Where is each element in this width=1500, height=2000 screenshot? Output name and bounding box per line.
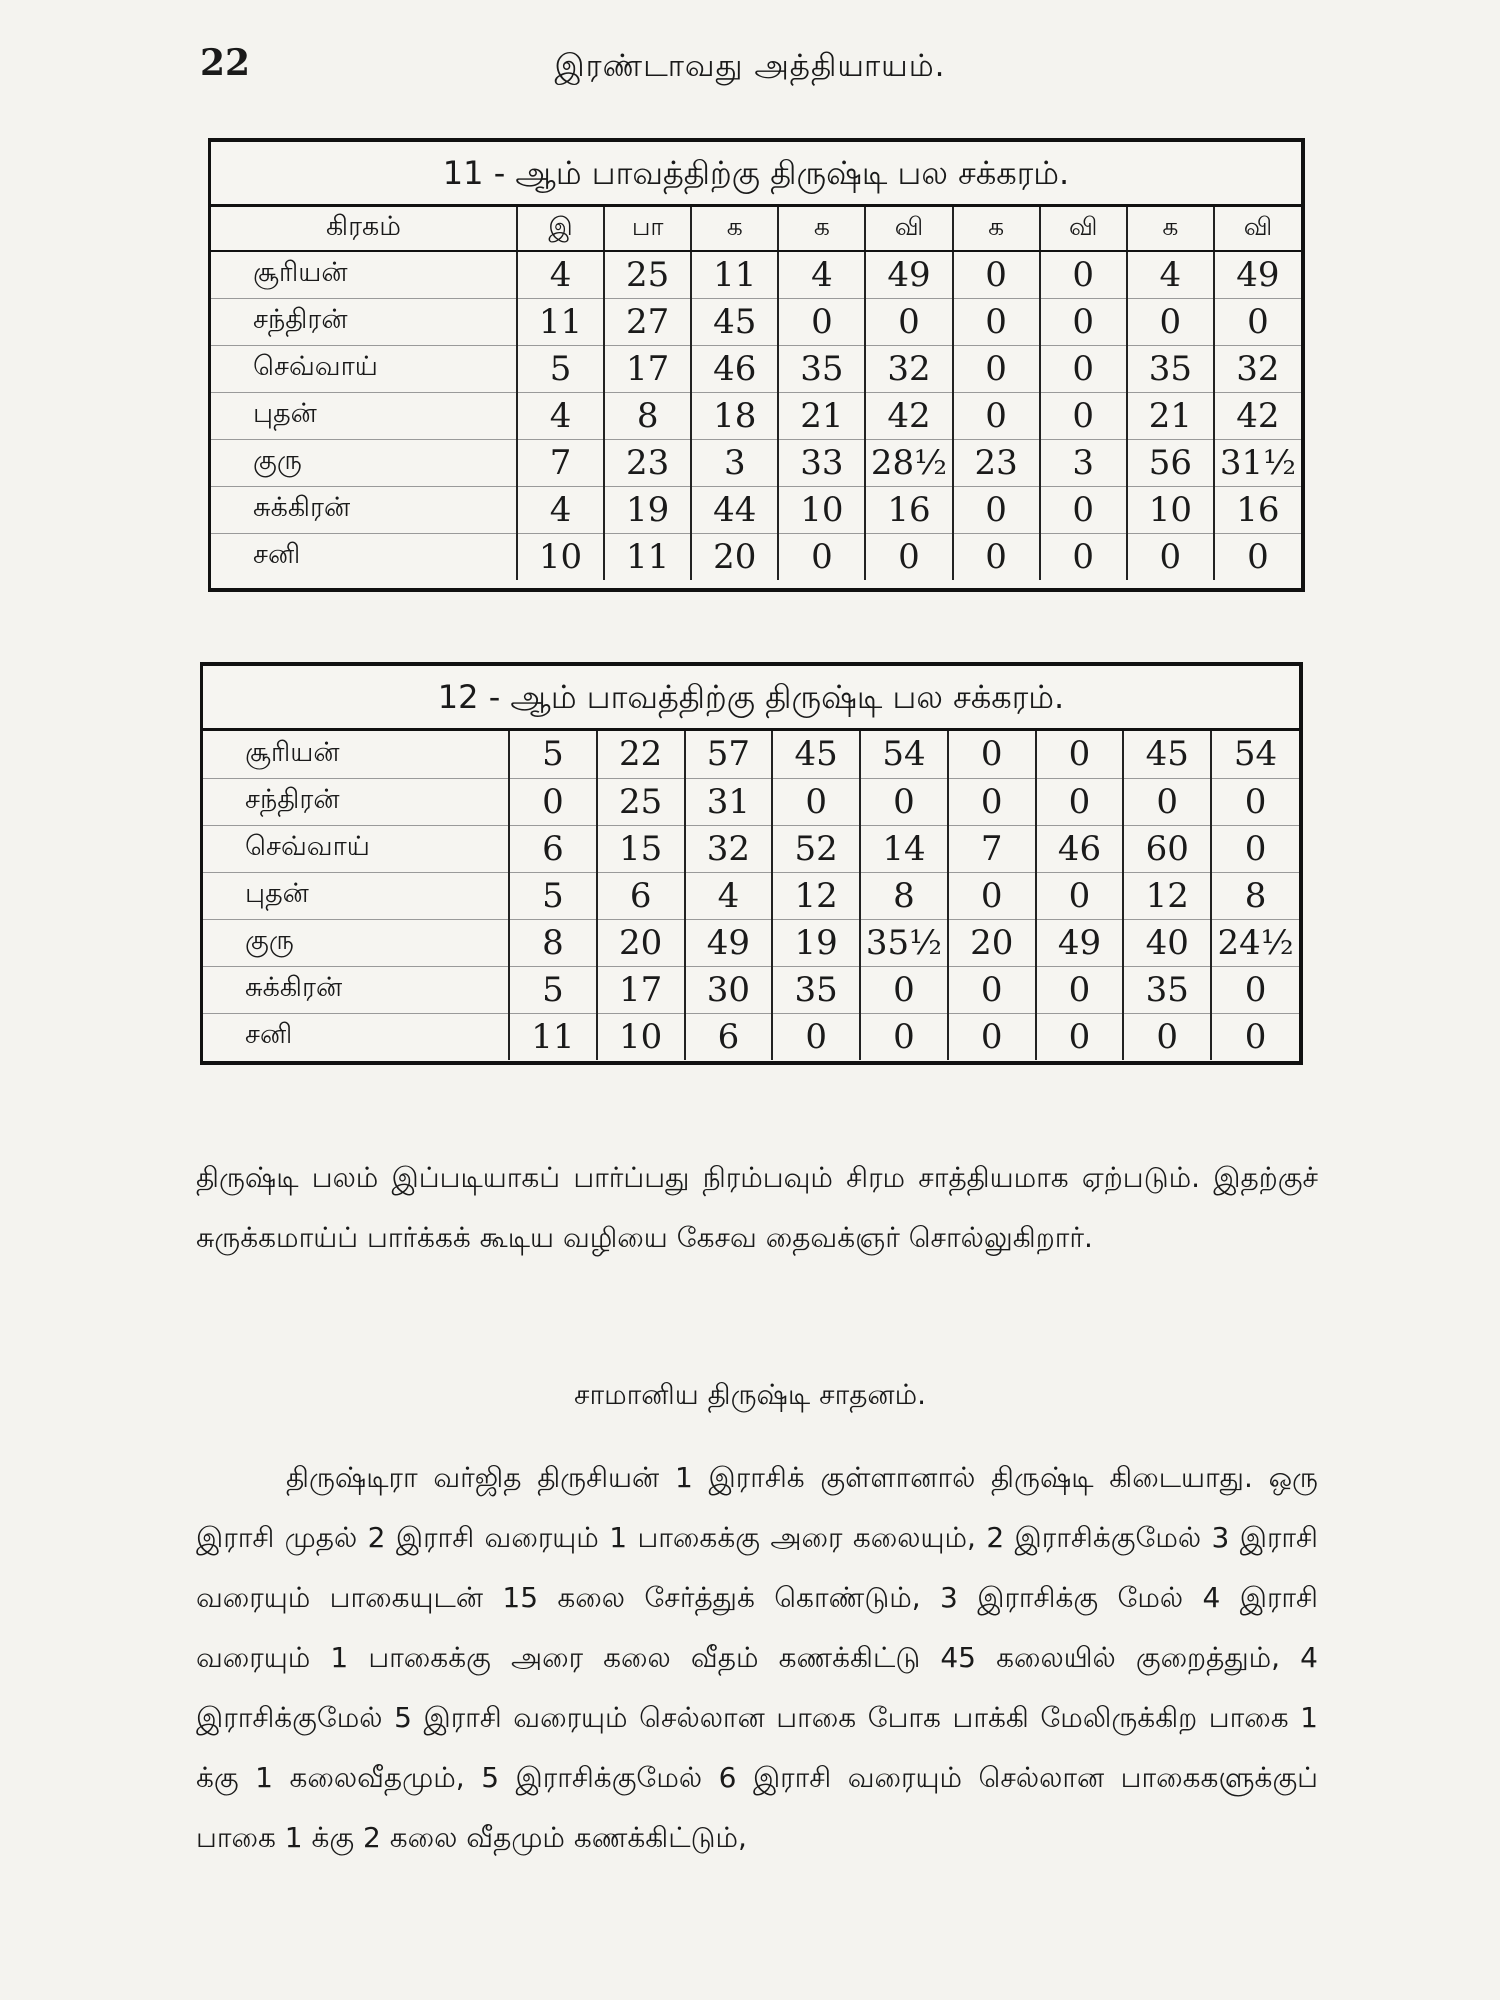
table-cell: 31½ — [1214, 439, 1301, 486]
table-cell: 0 — [1211, 778, 1299, 825]
table-cell: 11 — [604, 533, 691, 580]
planet-name: குரு — [203, 919, 509, 966]
table-cell: 0 — [1036, 1013, 1124, 1060]
table-cell: 42 — [865, 392, 952, 439]
table-row — [203, 731, 1299, 778]
table-cell: 45 — [1123, 731, 1211, 778]
table-cell: 11 — [509, 1013, 597, 1060]
table-cell: 54 — [860, 731, 948, 778]
table-11-grid — [211, 207, 1301, 580]
table-cell: 25 — [604, 251, 691, 298]
table-cell: 24½ — [1211, 919, 1299, 966]
table-cell: 4 — [1127, 251, 1214, 298]
planet-name: சூரியன் — [203, 731, 509, 778]
table-cell: 3 — [691, 439, 778, 486]
table-cell: 0 — [948, 778, 1036, 825]
table-cell: 0 — [1040, 251, 1127, 298]
table-cell: 11 — [691, 251, 778, 298]
table-row — [203, 1013, 1299, 1060]
table-cell: 60 — [1123, 825, 1211, 872]
table-cell: 0 — [1036, 731, 1124, 778]
table-cell: 0 — [1036, 778, 1124, 825]
table-cell: 4 — [685, 872, 773, 919]
table-cell: 5 — [517, 345, 604, 392]
table-cell: 8 — [860, 872, 948, 919]
column-header: பா — [604, 207, 691, 251]
table-row — [203, 966, 1299, 1013]
table-cell: 14 — [860, 825, 948, 872]
column-header: வி — [865, 207, 952, 251]
table-cell: 0 — [860, 966, 948, 1013]
table-cell: 22 — [597, 731, 685, 778]
table-cell: 0 — [1040, 392, 1127, 439]
table-row — [203, 919, 1299, 966]
table-cell: 4 — [517, 392, 604, 439]
table-cell: 10 — [778, 486, 865, 533]
column-header: க — [778, 207, 865, 251]
table-cell: 18 — [691, 392, 778, 439]
column-header: இ — [517, 207, 604, 251]
planet-name: சந்திரன் — [211, 298, 517, 345]
table-cell: 0 — [1040, 345, 1127, 392]
table-cell: 33 — [778, 439, 865, 486]
chakra-table-12 — [200, 662, 1303, 1065]
table-cell: 0 — [953, 392, 1040, 439]
table-cell: 0 — [865, 298, 952, 345]
table-cell: 0 — [1036, 872, 1124, 919]
planet-name: செவ்வாய் — [203, 825, 509, 872]
planet-name: சுக்கிரன் — [211, 486, 517, 533]
table-cell: 45 — [772, 731, 860, 778]
table-cell: 31 — [685, 778, 773, 825]
table-cell: 5 — [509, 872, 597, 919]
table-cell: 16 — [865, 486, 952, 533]
table-cell: 8 — [509, 919, 597, 966]
table-cell: 45 — [691, 298, 778, 345]
table-cell: 0 — [860, 1013, 948, 1060]
column-header: க — [1127, 207, 1214, 251]
table-cell: 0 — [948, 966, 1036, 1013]
chakra-table-11 — [208, 138, 1305, 592]
table-cell: 6 — [509, 825, 597, 872]
column-header: க — [953, 207, 1040, 251]
table-cell: 21 — [1127, 392, 1214, 439]
table-cell: 4 — [517, 486, 604, 533]
table-cell: 0 — [778, 533, 865, 580]
table-cell: 0 — [865, 533, 952, 580]
table-cell: 12 — [772, 872, 860, 919]
table-cell: 23 — [604, 439, 691, 486]
table-cell: 0 — [953, 251, 1040, 298]
planet-name: சனி — [253, 539, 301, 571]
table-cell: 0 — [1214, 298, 1301, 345]
table-cell: 20 — [948, 919, 1036, 966]
table-title: 11 - ஆம் பாவத்திற்கு திருஷ்டி பல சக்கரம். — [211, 142, 1301, 207]
table-row — [203, 872, 1299, 919]
table-cell: 0 — [1211, 825, 1299, 872]
table-cell: 49 — [1214, 251, 1301, 298]
table-cell: 0 — [1040, 486, 1127, 533]
table-cell: 0 — [1040, 298, 1127, 345]
table-cell: 0 — [1211, 1013, 1299, 1060]
table-row — [211, 251, 1301, 298]
table-cell: 10 — [597, 1013, 685, 1060]
table-cell: 0 — [953, 345, 1040, 392]
table-cell: 28½ — [865, 439, 952, 486]
table-cell: 12 — [1123, 872, 1211, 919]
table-cell: 42 — [1214, 392, 1301, 439]
table-cell: 56 — [1127, 439, 1214, 486]
table-cell: 40 — [1123, 919, 1211, 966]
table-cell: 19 — [772, 919, 860, 966]
table-cell: 32 — [685, 825, 773, 872]
table-cell: 46 — [691, 345, 778, 392]
planet-name: சூரியன் — [211, 251, 517, 298]
running-head: இரண்டாவது அத்தியாயம். — [554, 48, 946, 84]
table-cell: 0 — [948, 731, 1036, 778]
table-cell: 8 — [1211, 872, 1299, 919]
table-title: 12 - ஆம் பாவத்திற்கு திருஷ்டி பல சக்கரம். — [203, 666, 1299, 731]
table-cell: 15 — [597, 825, 685, 872]
table-cell: 0 — [953, 298, 1040, 345]
page-number: 22 — [200, 42, 251, 84]
table-cell: 27 — [604, 298, 691, 345]
planet-name: புதன் — [211, 392, 517, 439]
table-cell: 35 — [1123, 966, 1211, 1013]
table-12-grid — [203, 731, 1299, 1060]
table-row — [203, 778, 1299, 825]
table-cell: 35 — [778, 345, 865, 392]
table-cell: 4 — [517, 251, 604, 298]
table-cell: 0 — [1123, 1013, 1211, 1060]
column-header: க — [691, 207, 778, 251]
table-cell: 23 — [953, 439, 1040, 486]
planet-name: குரு — [211, 439, 517, 486]
table-cell: 0 — [860, 778, 948, 825]
table-cell: 8 — [604, 392, 691, 439]
planet-name: சுக்கிரன் — [203, 966, 509, 1013]
table-cell: 32 — [865, 345, 952, 392]
table-cell: 32 — [1214, 345, 1301, 392]
table-cell: 35 — [1127, 345, 1214, 392]
table-row — [203, 825, 1299, 872]
table-cell: 49 — [1036, 919, 1124, 966]
table-cell: 0 — [778, 298, 865, 345]
table-cell: 57 — [685, 731, 773, 778]
table-cell: 0 — [772, 1013, 860, 1060]
table-cell: 6 — [685, 1013, 773, 1060]
planet-name: சந்திரன் — [203, 778, 509, 825]
table-cell: 21 — [778, 392, 865, 439]
table-cell: 5 — [509, 731, 597, 778]
table-cell: 7 — [948, 825, 1036, 872]
table-cell: 0 — [1123, 778, 1211, 825]
table-cell: 5 — [509, 966, 597, 1013]
table-cell: 16 — [1214, 486, 1301, 533]
table-row — [211, 392, 1301, 439]
table-header-row — [211, 207, 1301, 251]
table-cell: 46 — [1036, 825, 1124, 872]
table-cell: 20 — [691, 533, 778, 580]
table-cell: 25 — [597, 778, 685, 825]
table-row — [211, 439, 1301, 486]
table-cell: 0 — [1211, 966, 1299, 1013]
table-cell: 17 — [604, 345, 691, 392]
table-cell: 4 — [778, 251, 865, 298]
table-cell: 52 — [772, 825, 860, 872]
table-cell: 10 — [517, 533, 604, 580]
table-cell: 0 — [948, 1013, 1036, 1060]
table-cell: 49 — [685, 919, 773, 966]
table-cell: 19 — [604, 486, 691, 533]
table-cell: 0 — [509, 778, 597, 825]
table-cell: 0 — [1036, 966, 1124, 1013]
table-cell: 30 — [685, 966, 773, 1013]
table-cell: 20 — [597, 919, 685, 966]
column-header: கிரகம் — [211, 207, 517, 251]
table-cell: 35 — [772, 966, 860, 1013]
table-cell: 0 — [1127, 533, 1214, 580]
planet-name: புதன் — [203, 872, 509, 919]
table-cell: 49 — [865, 251, 952, 298]
table-cell: 6 — [597, 872, 685, 919]
paragraph: திருஷ்டிரா வர்ஜித திருசியன் 1 இராசிக் குள்ளானால் திருஷ்டி கிடையாது. ஒரு இராசி முதல் 2 இராசி வரையும் 1 பாகைக்கு அரை கலையும், 2 இராசிக்குமேல் 3 இராசி வரையும் பாகையுடன் 15 கலை சேர்த்துக் கொண்டும், 3 இராசிக்கு மேல் 4 இராசி வரையும் 1 பாகைக்கு அரை கலை வீதம் கணக்கிட்டு 45 கலையில் குறைத்தும், 4 இராசிக்குமேல் 5 இராசி வரையும் செல்லான பாகை போக பாக்கி மேலிருக்கிற பாகை 1 க்கு 1 கலைவீதமும், 5 இராசிக்குமேல் 6 இராசி வரையும் செல்லான பாகைகளுக்குப் பாகை 1 க்கு 2 கலை வீதமும் கணக்கிட்டும், — [196, 1461, 1319, 1854]
table-cell: 7 — [517, 439, 604, 486]
table-cell: 17 — [597, 966, 685, 1013]
table-cell: 0 — [1127, 298, 1214, 345]
table-row — [211, 533, 1301, 580]
table-cell: 35½ — [860, 919, 948, 966]
column-header: வி — [1040, 207, 1127, 251]
table-cell: 0 — [953, 533, 1040, 580]
table-cell: 10 — [1127, 486, 1214, 533]
table-cell: 0 — [1214, 533, 1301, 580]
table-row — [211, 486, 1301, 533]
paragraph: திருஷ்டி பலம் இப்படியாகப் பார்ப்பது நிரம்பவும் சிரம சாத்தியமாக ஏற்படும். இதற்குச் சுருக்கமாய்ப் பார்க்கக் கூடிய வழியை கேசவ தைவக்ஞர் சொல்லுகிறார். — [196, 1161, 1318, 1254]
planet-name: சனி — [245, 1019, 293, 1051]
planet-name: செவ்வாய் — [211, 345, 517, 392]
table-cell: 3 — [1040, 439, 1127, 486]
table-cell: 54 — [1211, 731, 1299, 778]
table-cell: 0 — [948, 872, 1036, 919]
table-cell: 11 — [517, 298, 604, 345]
table-cell: 0 — [953, 486, 1040, 533]
column-header: வி — [1214, 207, 1301, 251]
section-heading: சாமானிய திருஷ்டி சாதனம். — [573, 1378, 927, 1411]
table-cell: 44 — [691, 486, 778, 533]
table-cell: 0 — [1040, 533, 1127, 580]
table-cell: 0 — [772, 778, 860, 825]
table-row — [211, 298, 1301, 345]
table-row — [211, 345, 1301, 392]
